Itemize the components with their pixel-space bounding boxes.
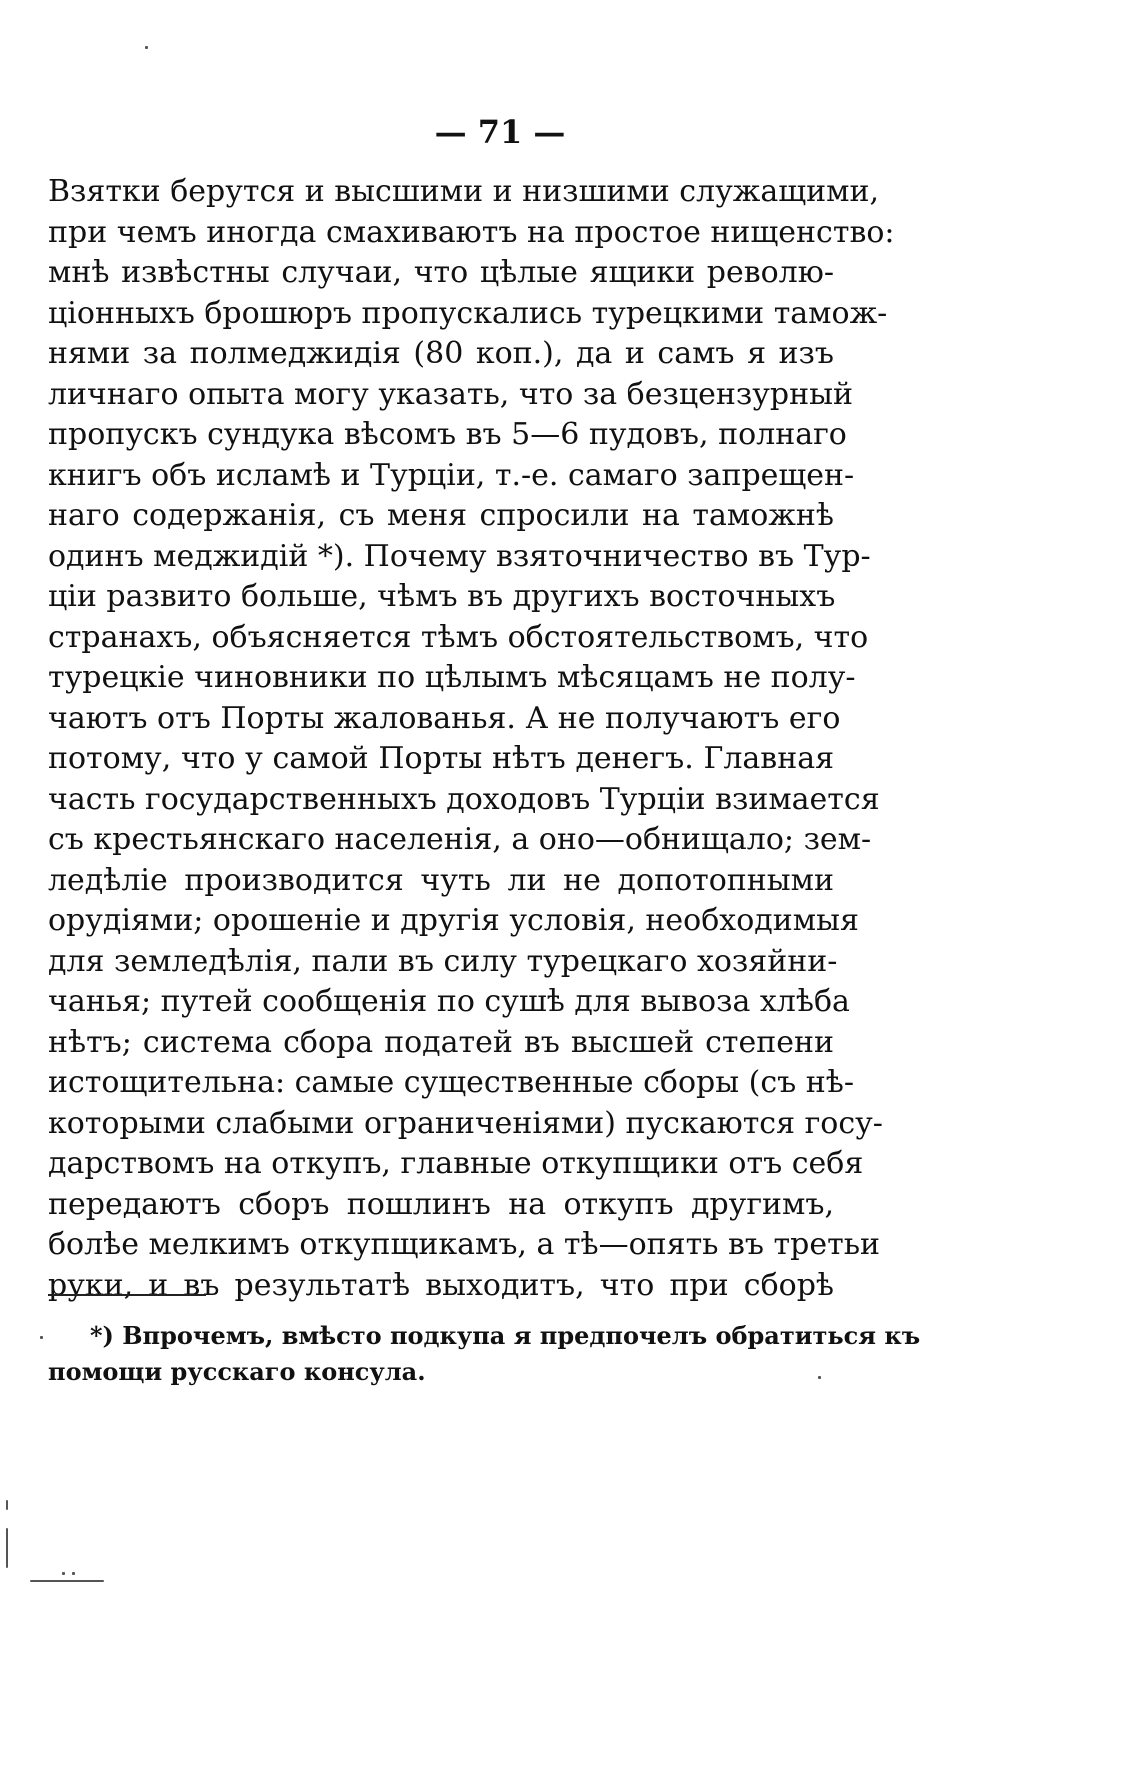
scan-speck — [145, 46, 148, 49]
page-number: — 71 — — [434, 113, 566, 151]
scan-speck — [72, 1572, 75, 1575]
text-line: которыми слабыми ограниченіями) пускаются госу- — [48, 1105, 883, 1141]
text-line: дарствомъ на откупъ, главные откупщики отъ себя — [48, 1146, 864, 1181]
text-line: нѣтъ; система сбора податей въ высшей степени — [48, 1024, 834, 1060]
text-line: ціи развито больше, чѣмъ въ другихъ восточныхъ — [48, 579, 836, 614]
text-line: странахъ, объясняется тѣмъ обстоятельствомъ, что — [48, 619, 869, 655]
scan-speck — [6, 1528, 8, 1568]
scan-speck — [818, 1376, 821, 1379]
text-line: Взятки берутся и высшими и низшими служащими, — [48, 174, 879, 209]
text-line: мнѣ извѣстны случаи, что цѣлые ящики револю- — [48, 255, 834, 290]
text-line: для земледѣлія, пали въ силу турецкаго хозяйни- — [48, 943, 838, 979]
text-line: книгъ объ исламѣ и Турціи, т.-е. самаго запрещен- — [48, 457, 855, 493]
text-line: истощительна: самые существенные сборы (съ нѣ- — [48, 1065, 854, 1100]
text-line: съ крестьянскаго населенія, а оно—обнищало; зем- — [48, 822, 872, 857]
text-line: пропускъ сундука вѣсомъ въ 5—6 пудовъ, полнаго — [48, 417, 847, 452]
text-line: часть государственныхъ доходовъ Турціи взимается — [48, 781, 880, 817]
text-line: ціонныхъ брошюръ пропускались турецкими тамож- — [48, 295, 888, 331]
footnote-line: помощи русскаго консула. — [48, 1357, 426, 1386]
footnote — [48, 1318, 921, 1390]
text-line: ледѣліе производится чуть ли не допотопными — [48, 862, 834, 898]
scan-speck — [6, 1500, 8, 1510]
text-line: руки, и въ результатѣ выходитъ, что при сборѣ — [48, 1267, 834, 1303]
text-line: личнаго опыта могу указать, что за безцензурный — [48, 376, 853, 412]
text-line: орудіями; орошеніе и другія условія, необходимыя — [48, 903, 859, 938]
text-line: чанья; путей сообщенія по сушѣ для вывоза хлѣба — [48, 984, 850, 1019]
body-text — [48, 172, 895, 1306]
footnote-divider — [48, 1294, 206, 1296]
text-line: передаютъ сборъ пошлинъ на откупъ другимъ, — [48, 1186, 834, 1222]
text-line: турецкіе чиновники по цѣлымъ мѣсяцамъ не полу- — [48, 660, 856, 695]
text-line: одинъ меджидій *). Почему взяточничество въ Тур- — [48, 538, 871, 574]
text-line: при чемъ иногда смахиваютъ на простое нищенство: — [48, 214, 895, 250]
scan-speck — [40, 1336, 43, 1339]
text-line: потому, что у самой Порты нѣтъ денегъ. Главная — [48, 741, 834, 776]
text-line: чаютъ отъ Порты жалованья. А не получаютъ его — [48, 700, 841, 736]
scan-speck — [30, 1580, 104, 1582]
scan-speck — [62, 1572, 65, 1575]
text-line: наго содержанія, съ меня спросили на таможнѣ — [48, 498, 834, 533]
footnote-line: *) Впрочемъ, вмѣсто подкупа я предпочелъ обратиться къ — [90, 1321, 921, 1350]
text-line: нями за полмеджидія (80 коп.), да и самъ я изъ — [48, 336, 834, 371]
text-line: болѣе мелкимъ откупщикамъ, а тѣ—опять въ третьи — [48, 1227, 881, 1262]
